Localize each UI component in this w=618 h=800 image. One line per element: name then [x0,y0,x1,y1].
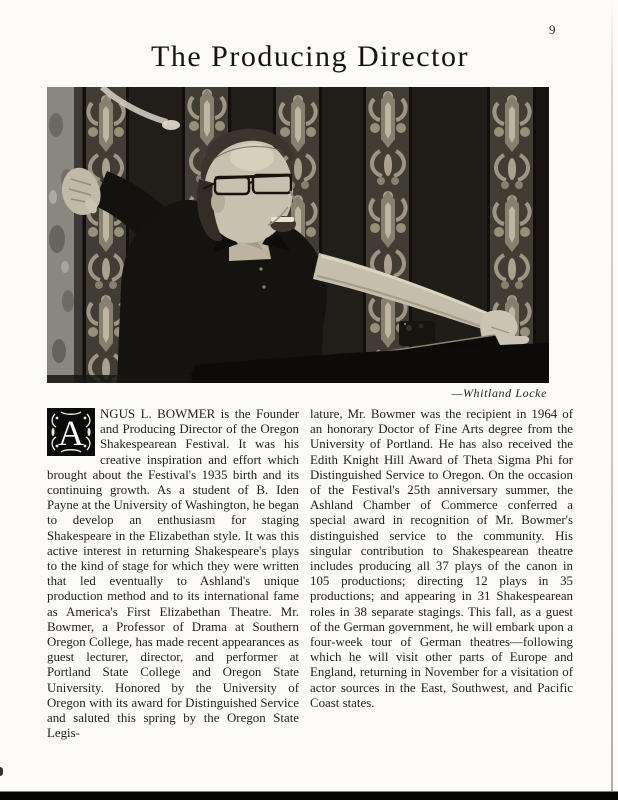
scan-edge-bottom [0,791,618,800]
article-column-right [310,407,573,711]
bowmer-photo [47,87,549,383]
article-text-right: lature, Mr. Bowmer was the recipient in 1964 of an honorary Doctor of Fine Arts degree from the University of Portland. He has also received the Edith Knight Hill Award of Theta Sigma Phi for Distinguished Service to Oregon. On the occasion of the Festival's 25th anniversary summer, the Ashland Chamber of Commerce conferred a special award in recognition of Mr. Bowmer's distinguished service to the community. His singular contribution to Shakespearean theatre includes producing all 37 plays of the canon in 105 productions; directing 12 plays in 35 productions; and appearing in 31 Shakespearean roles in 38 separate stagings. This fall, as a guest of the German government, he will embark upon a four-week tour of German theatres—following which he will visit other parts of Europe and England, returning in November for a visitation of actor sources in the East, Southwest, and Pacific Coast states. [310,407,573,710]
page-title: The Producing Director [151,40,469,73]
drop-cap-letter: A [58,413,84,453]
decorative-initial [47,408,95,456]
bowmer-photo-illustration [47,87,549,383]
article-column-left [47,407,299,741]
photo-credit: —Whitland Locke [451,386,547,400]
page-number: 9 [549,22,556,37]
article-text-left: NGUS L. BOWMER is the Founder and Producing Director of the Oregon Shakespearean Festival. It was his creative inspiration and effort which brought about the Festival's 1935 birth and its continuing growth. As a student of B. Iden Payne at the University of Washington, he began to develop an enthusiasm for staging Shakespeare in the Elizabethan style. It was this active interest in returning Shakespeare's plays to the kind of stage for which they were written that led eventually to Ashland's unique production method and to its international fame as America's First Elizabethan Theatre. Mr. Bowmer, a Professor of Drama at Southern Oregon College, has made recent appearances as guest lecturer, director, and performer at Portland State College and Oregon State University. Honored by the University of Oregon with its award for Distinguished Service and saluted this spring by the Oregon State Legis- [47,407,299,741]
scan-edge-right [611,0,613,793]
stone-column [47,87,82,383]
scan-left-nub [0,767,3,776]
